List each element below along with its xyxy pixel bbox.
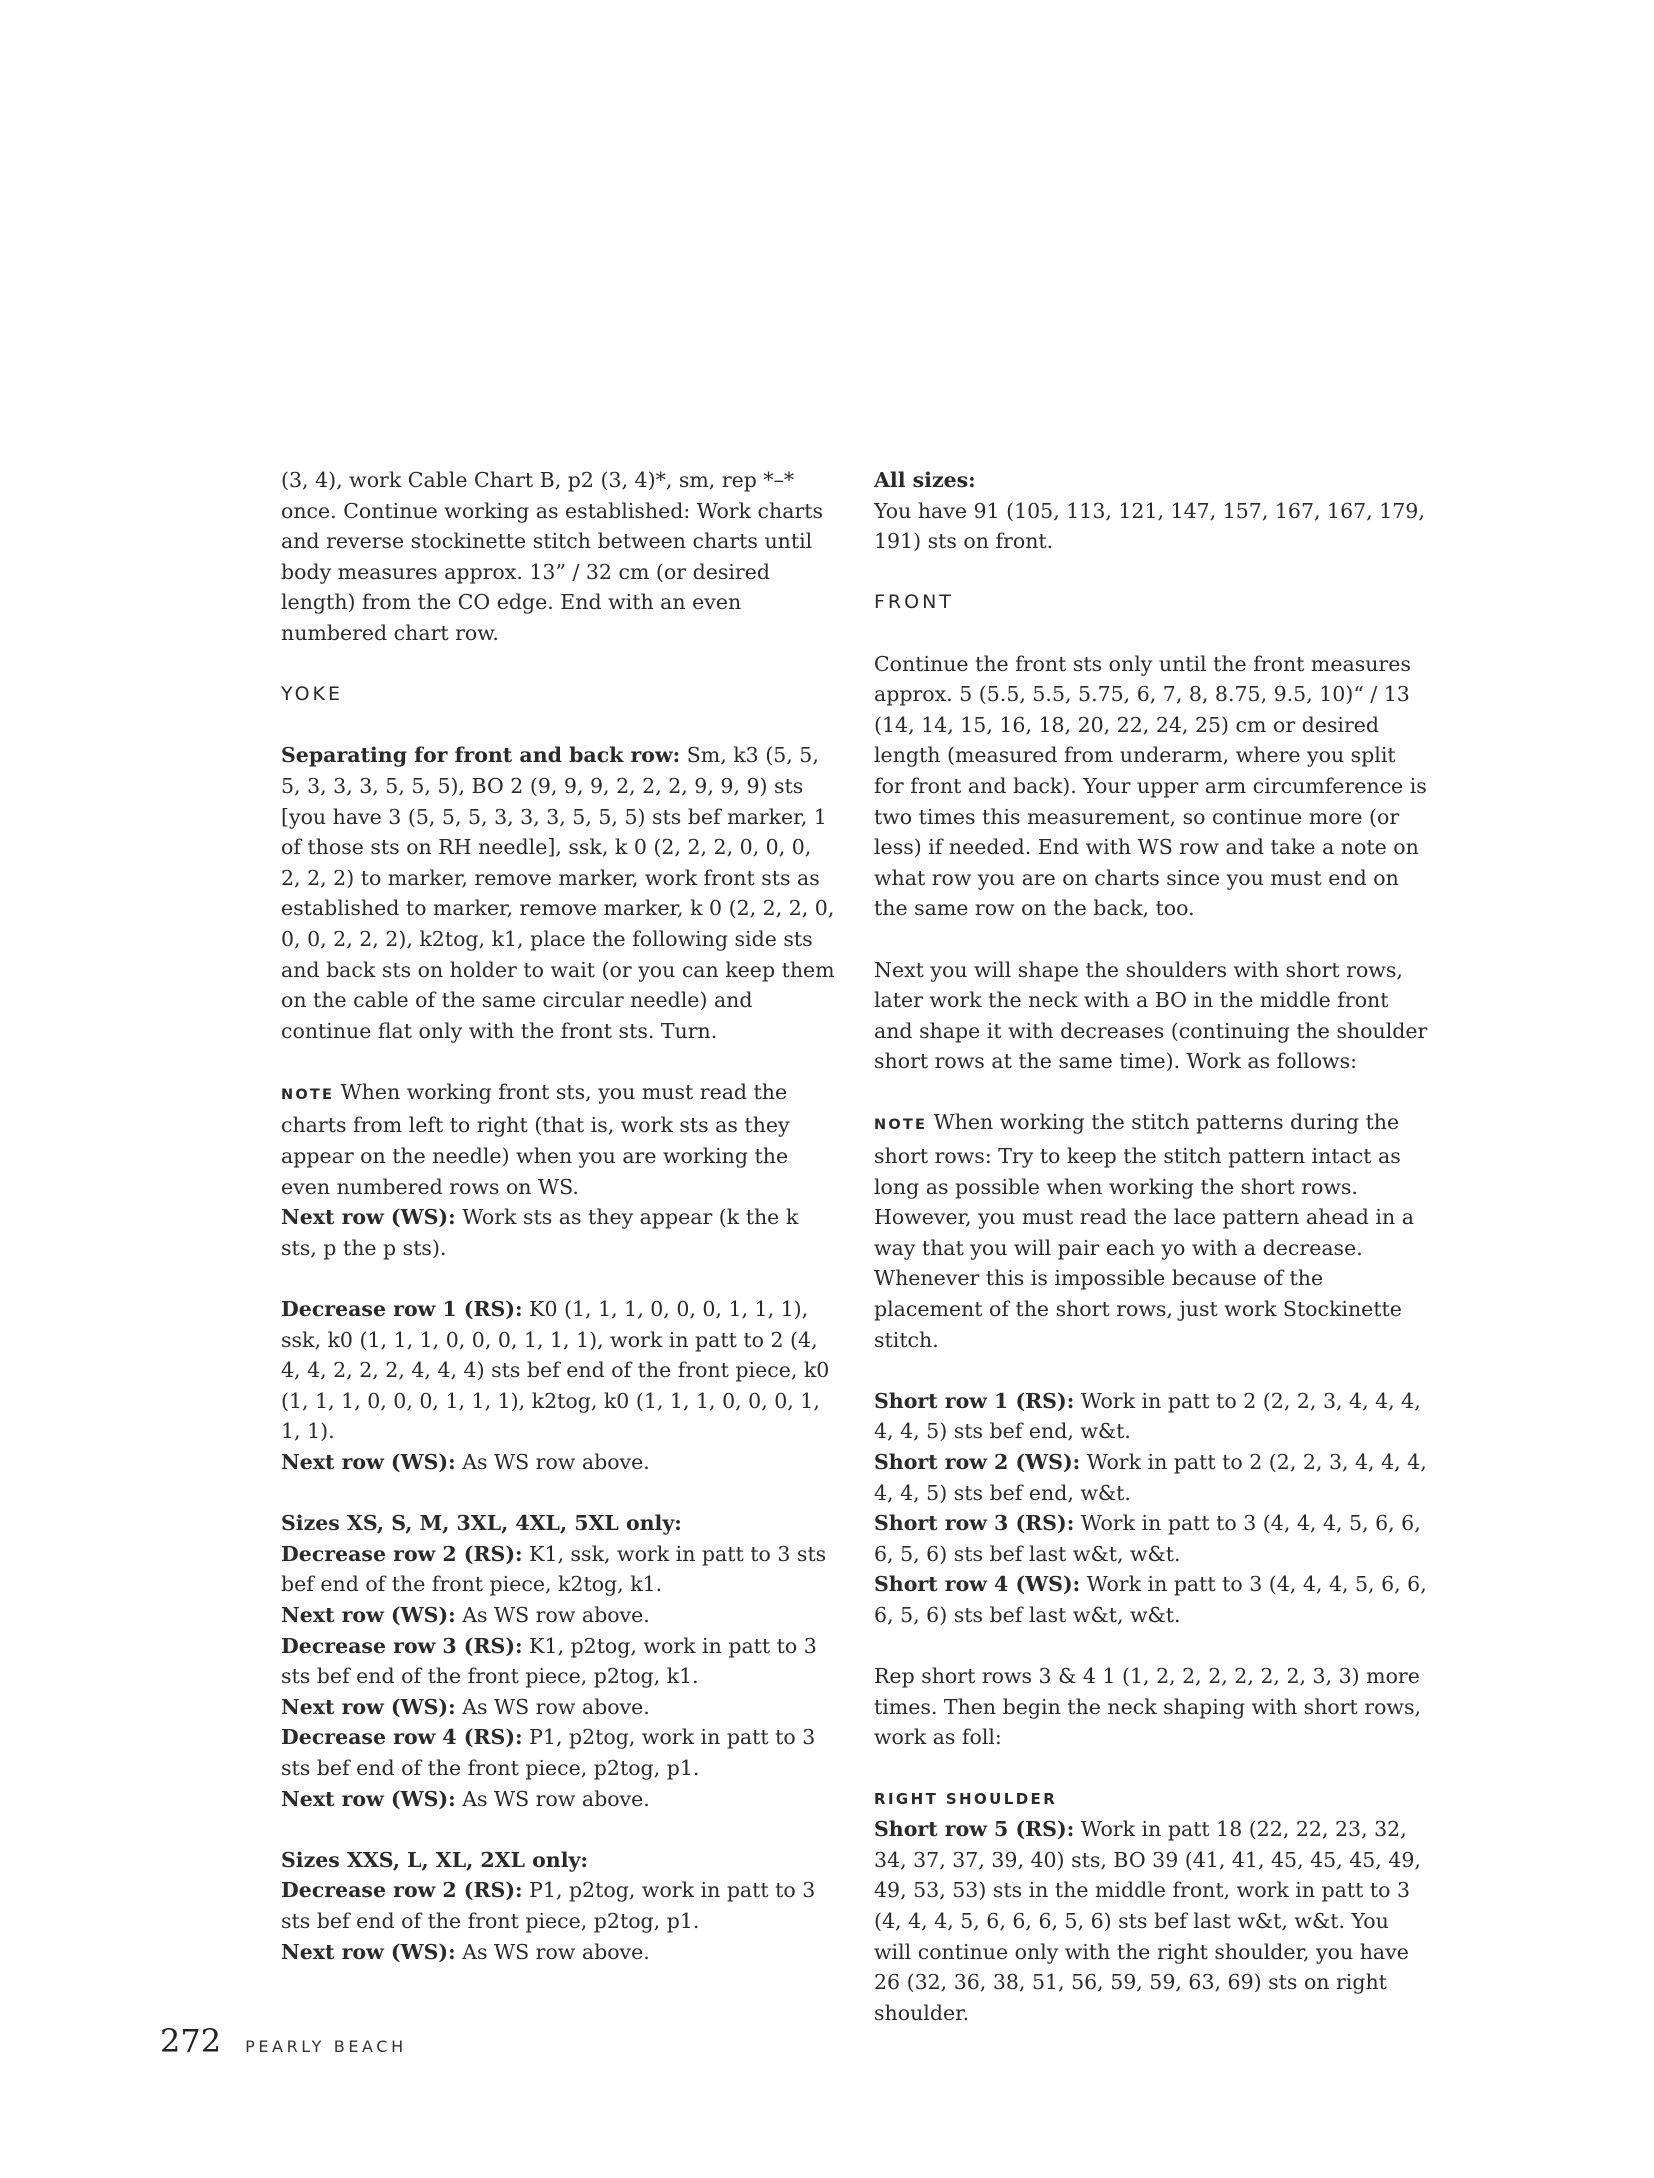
repeat-paragraph: Rep short rows 3 & 4 1 (1, 2, 2, 2, 2, 2, 2, 3, 3) more times. Then begin the neck shaping with short rows, work as foll:	[874, 1664, 1422, 1750]
intro-paragraph: (3, 4), work Cable Chart B, p2 (3, 4)*, sm, rep *–* once. Continue working as established: Work charts and reverse stockinette stitch between charts until body measures approx. 13” / 32 cm (or desired length) from the CO edge. End with an even numbered chart row.	[281, 468, 824, 645]
sizes-a-block	[281, 1508, 836, 1814]
decrease-row-2-label: Decrease row 2 (RS):	[281, 1878, 523, 1903]
next-row-label: Next row (WS):	[281, 1205, 456, 1230]
short-row-5-label: Short row 5 (RS):	[874, 1817, 1075, 1842]
next-row-label: Next row (WS):	[281, 1602, 456, 1627]
short-row-4-label: Short row 4 (WS):	[874, 1572, 1081, 1597]
decrease-row-2-text: K1, ssk, work in patt to 3 sts bef end of the front piece, k2tog, k1.	[281, 1541, 827, 1597]
next-row-text: As WS row above.	[455, 1939, 650, 1964]
decrease-row-4-label: Decrease row 4 (RS):	[281, 1725, 523, 1750]
short-row-4-text: Work in patt to 3 (4, 4, 4, 5, 6, 6, 6, 5, 6) sts bef last w&t, w&t.	[874, 1572, 1427, 1627]
note-label-1: NOTE	[281, 1086, 335, 1103]
next-row-text: As WS row above.	[455, 1694, 650, 1719]
short-row-1-text: Work in patt to 2 (2, 2, 3, 4, 4, 4, 4, 4, 5) sts bef end, w&t.	[874, 1388, 1421, 1444]
next-row-label: Next row (WS):	[281, 1694, 456, 1719]
short-row-5-text: Work in patt 18 (22, 22, 23, 32, 34, 37, 37, 39, 40) sts, BO 39 (41, 41, 45, 45, 45, 49, 49, 53, 53) sts in the middle front, work in patt to 3 (4, 4, 4, 5, 6, 6, 6, 5, 6) sts bef last w&t, w&t. You will continue only with the right shoulder, you have 26 (32, 36, 38, 51, 56, 59, 59, 63, 69) sts on right shoulder.	[874, 1817, 1421, 2025]
decrease-row-2-label: Decrease row 2 (RS):	[281, 1541, 523, 1566]
note-label-2: NOTE	[874, 1117, 928, 1134]
short-row-4	[874, 1569, 1429, 1630]
next-row-label: Next row (WS):	[281, 1786, 456, 1811]
decrease-row-3-text: K1, p2tog, work in patt to 3 sts bef end of the front piece, p2tog, k1.	[281, 1633, 817, 1689]
right-column	[874, 465, 1429, 2028]
next-row-text: As WS row above.	[455, 1602, 650, 1627]
note-text-1: When working front sts, you must read the charts from left to right (that is, work sts as they appear on the needle) when you are working the even numbered rows on WS.	[281, 1079, 790, 1199]
separating-paragraph	[281, 740, 836, 1046]
running-title: PEARLY BEACH	[245, 2037, 407, 2056]
front-paragraph-2: Next you will shape the shoulders with short rows, later work the neck with a BO in the middle front and shape it with decreases (continuing the shoulder short rows at the same time). Work as follows:	[874, 957, 1428, 1074]
decrease-row-1-paragraph	[281, 1294, 836, 1478]
right-shoulder-block	[874, 1784, 1429, 2029]
sizes-a-heading: Sizes XS, S, M, 3XL, 4XL, 5XL only:	[281, 1511, 682, 1536]
all-sizes-text: You have 91 (105, 113, 121, 147, 157, 167, 167, 179, 191) sts on front.	[874, 498, 1425, 554]
decrease-row-1-label: Decrease row 1 (RS):	[281, 1297, 523, 1322]
short-row-2-text: Work in patt to 2 (2, 2, 3, 4, 4, 4, 4, 4, 5) sts bef end, w&t.	[874, 1450, 1427, 1505]
front-paragraph-1: Continue the front sts only until the front measures approx. 5 (5.5, 5.5, 5.75, 6, 7, 8, 8.75, 9.5, 10)“ / 13 (14, 14, 15, 16, 18, 20, 22, 24, 25) cm or desired length (measured from underarm, where you split for front and back). Your upper arm circumference is two times this measurement, so continue more (or less) if needed. End with WS row and take a note on what row you are on charts since you must end on the same row on the back, too.	[874, 651, 1427, 921]
sizes-b-heading: Sizes XXS, L, XL, 2XL only:	[281, 1847, 588, 1872]
yoke-heading: YOKE	[281, 683, 343, 706]
next-row-label: Next row (WS):	[281, 1450, 456, 1474]
sizes-b-block	[281, 1845, 836, 1967]
separating-text: Sm, k3 (5, 5, 5, 3, 3, 3, 5, 5, 5), BO 2 (9, 9, 9, 2, 2, 2, 9, 9, 9) sts [you have 3 (5, 5, 5, 3, 3, 3, 5, 5, 5) sts bef marker, 1 of those sts on RH needle], ssk, k 0 (2, 2, 2, 0, 0, 0, 2, 2, 2) to marker, remove marker, work front sts as established to marker, remove marker, k 0 (2, 2, 2, 0, 0, 0, 2, 2, 2), k2tog, k1, place the following side sts and back sts on holder to wait (or you can keep them on the cable of the same circular needle) and continue flat only with the front sts. Turn.	[281, 743, 835, 1043]
short-row-1-label: Short row 1 (RS):	[874, 1388, 1075, 1413]
note-paragraph-1	[281, 1077, 836, 1264]
decrease-row-3-label: Decrease row 3 (RS):	[281, 1633, 523, 1658]
page-number: 272	[160, 2022, 222, 2060]
left-column	[281, 465, 836, 1967]
short-row-3	[874, 1508, 1429, 1569]
next-row-text: Work sts as they appear (k the k sts, p the p sts).	[281, 1205, 799, 1260]
right-shoulder-heading: RIGHT SHOULDER	[874, 1789, 1058, 1808]
short-row-3-text: Work in patt to 3 (4, 4, 4, 5, 6, 6, 6, 5, 6) sts bef last w&t, w&t.	[874, 1511, 1421, 1566]
front-heading: FRONT	[874, 591, 954, 614]
decrease-row-4-text: P1, p2tog, work in patt to 3 sts bef end of the front piece, p2tog, p1.	[281, 1725, 816, 1780]
short-rows-block	[874, 1386, 1429, 1631]
all-sizes-paragraph	[874, 465, 1429, 557]
next-row-label: Next row (WS):	[281, 1939, 456, 1964]
next-row-text: As WS row above.	[455, 1786, 650, 1811]
separating-label: Separating for front and back row:	[281, 743, 681, 768]
short-row-2	[874, 1447, 1429, 1508]
short-row-2-label: Short row 2 (WS):	[874, 1450, 1081, 1474]
next-row-text: As WS row above.	[455, 1450, 650, 1474]
short-row-1	[874, 1386, 1429, 1447]
note-text-2: When working the stitch patterns during the short rows: Try to keep the stitch pattern intact as long as possible when working the short rows. However, you must read the lace pattern ahead in a way that you will pair each yo with a decrease. Whenever this is impossible because of the placement of the short rows, just work Stockinette stitch.	[874, 1110, 1414, 1352]
decrease-row-1-text: K0 (1, 1, 1, 0, 0, 0, 1, 1, 1), ssk, k0 (1, 1, 1, 0, 0, 0, 1, 1, 1), work in patt to 2 (4, 4, 4, 2, 2, 2, 4, 4, 4) sts bef end of the front piece, k0 (1, 1, 1, 0, 0, 0, 1, 1, 1), k2tog, k0 (1, 1, 1, 0, 0, 0, 1, 1, 1).	[281, 1297, 830, 1444]
short-row-3-label: Short row 3 (RS):	[874, 1511, 1075, 1536]
all-sizes-label: All sizes:	[874, 468, 976, 492]
decrease-row-2-text: P1, p2tog, work in patt to 3 sts bef end of the front piece, p2tog, p1.	[281, 1878, 816, 1933]
page-footer	[160, 2022, 407, 2060]
note-paragraph-2	[874, 1107, 1429, 1355]
